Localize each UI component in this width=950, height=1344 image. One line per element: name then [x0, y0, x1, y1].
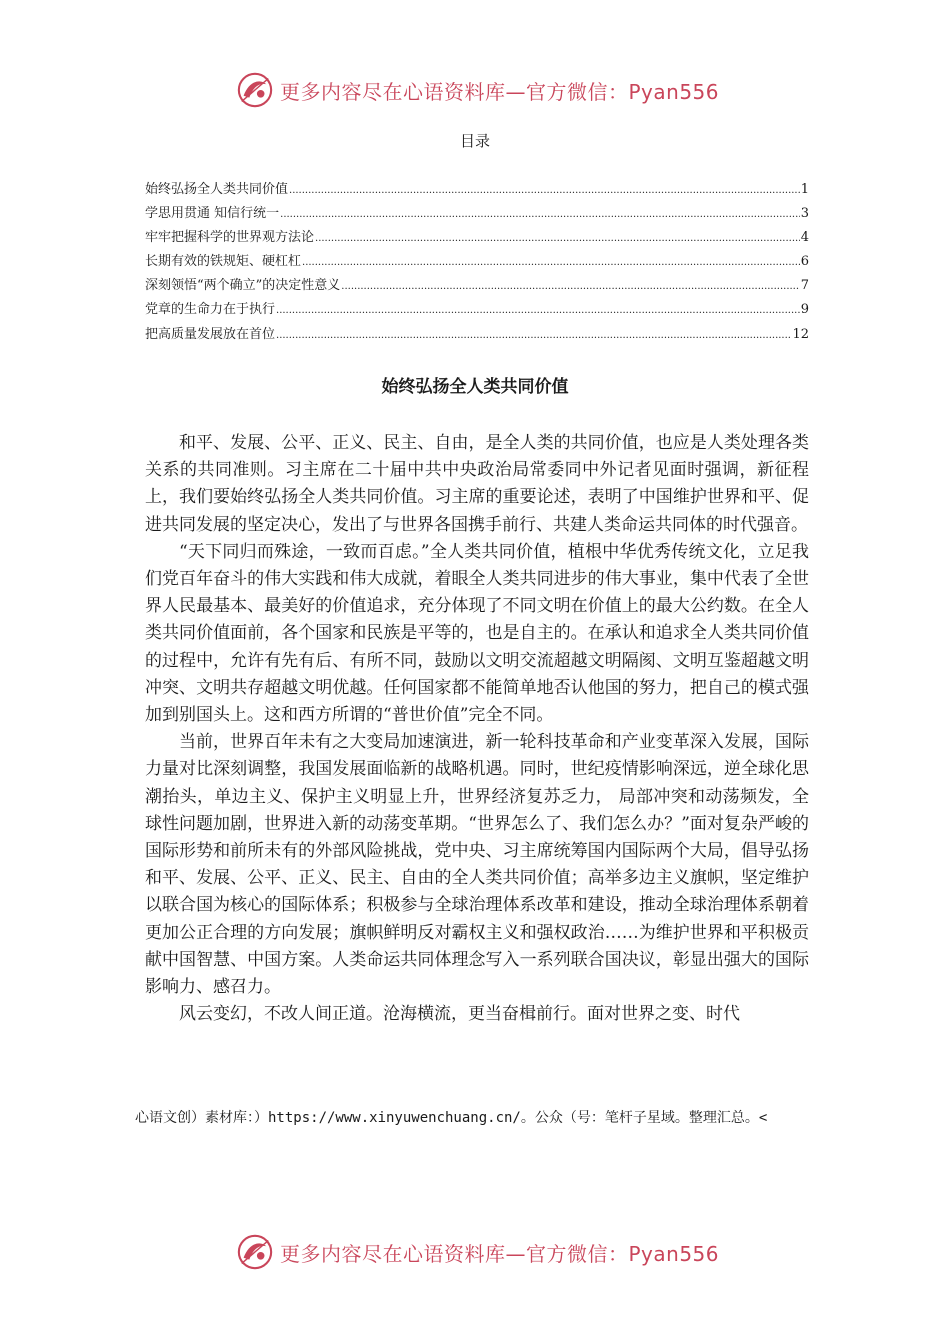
toc-item-label: 深刻领悟“两个确立”的决定性意义	[145, 278, 341, 294]
toc-item-page: 9	[800, 302, 809, 318]
article-title: 始终弘扬全人类共同价值	[381, 377, 569, 397]
paragraph: 风云变幻，不改人间正道。沧海横流，更当奋楫前行。面对世界之变、时代	[179, 1004, 740, 1025]
toc-leader-dots	[302, 257, 800, 268]
toc-item-label: 长期有效的铁规矩、硬杠杠	[145, 254, 302, 270]
toc-item-page: 7	[800, 278, 809, 294]
toc-item[interactable]	[145, 178, 809, 202]
header-watermark-banner	[0, 68, 950, 112]
toc-item[interactable]	[145, 250, 809, 274]
toc-leader-dots	[315, 233, 800, 244]
toc-title: 目录	[459, 132, 490, 150]
logo-icon	[236, 71, 274, 109]
source-footnote: 心语文创）素材库：）https://www.xinyuwenchuang.cn/。公众（号：笔杆子星域。整理汇总。<	[135, 1110, 768, 1126]
watermark-text: 更多内容尽在心语资料库—官方微信：Pyan556	[280, 1241, 720, 1266]
logo-icon	[236, 1233, 274, 1271]
paragraph: 和平、发展、公平、正义、民主、自由，是全人类的共同价值，也应是人类处理各类关系的共同准则。习主席在二十届中共中央政治局常委同中外记者见面时强调，新征程上，我们要始终弘扬全人类共同价值。习主席的重要论述，表明了中国维护世界和平、促进共同发展的坚定决心，发出了与世界各国携手前行、共建人类命运共同体的时代强音。	[145, 433, 809, 535]
toc-item-page: 6	[800, 254, 809, 270]
toc-leader-dots	[289, 185, 800, 196]
toc-item-page: 3	[800, 206, 809, 222]
watermark-text: 更多内容尽在心语资料库—官方微信：Pyan556	[280, 79, 720, 104]
toc-leader-dots	[276, 330, 791, 341]
toc-leader-dots	[341, 281, 799, 292]
toc-item[interactable]	[145, 226, 809, 250]
toc-item-page: 4	[800, 230, 809, 246]
article-body	[145, 430, 809, 1028]
toc-item[interactable]	[145, 202, 809, 226]
toc-item[interactable]	[145, 298, 809, 322]
toc-item-label: 党章的生命力在于执行	[145, 302, 276, 318]
toc-item-label: 牢牢把握科学的世界观方法论	[145, 230, 315, 246]
toc-item-page: 12	[792, 326, 809, 342]
toc-item[interactable]	[145, 274, 809, 298]
toc-item[interactable]	[145, 323, 809, 347]
toc-item-label: 把高质量发展放在首位	[145, 326, 276, 342]
toc-leader-dots	[276, 305, 800, 316]
footer-watermark-banner	[0, 1230, 950, 1274]
toc-leader-dots	[280, 209, 800, 220]
toc-item-page: 1	[800, 182, 809, 197]
paragraph: 当前，世界百年未有之大变局加速演进，新一轮科技革命和产业变革深入发展，国际力量对比深刻调整，我国发展面临新的战略机遇。同时，世纪疫情影响深远，逆全球化思潮抬头，单边主义、保护主义明显上升，世界经济复苏乏力， 局部冲突和动荡频发，全球性问题加剧，世界进入新的动荡变革期。“世界怎么了、我们怎么办？”面对复杂严峻的国际形势和前所未有的外部风险挑战，党中央、习主席统筹国内国际两个大局，倡导弘扬和平、发展、公平、正义、民主、自由的全人类共同价值；高举多边主义旗帜，坚定维护以联合国为核心的国际体系；积极参与全球治理体系改革和建设，推动全球治理体系朝着更加公正合理的方向发展；旗帜鲜明反对霸权主义和强权政治……为维护世界和平积极贡献中国智慧、中国方案。人类命运共同体理念写入一系列联合国决议，彰显出强大的国际影响力、感召力。	[145, 732, 809, 998]
toc-item-label: 学思用贯通 知信行统一	[145, 206, 280, 222]
table-of-contents	[145, 178, 809, 347]
paragraph: “天下同归而殊途，一致而百虑。”全人类共同价值，植根中华优秀传统文化，立足我们党百年奋斗的伟大实践和伟大成就，着眼全人类共同进步的伟大事业，集中代表了全世界人民最基本、最美好的价值追求，充分体现了不同文明在价值上的最大公约数。在全人类共同价值面前，各个国家和民族是平等的，也是自主的。在承认和追求全人类共同价值的过程中，允许有先有后、有所不同，鼓励以文明交流超越文明隔阂、文明互鉴超越文明冲突、文明共存超越文明优越。任何国家都不能简单地否认他国的努力，把自己的模式强加到别国头上。这和西方所谓的“普世价值”完全不同。	[145, 541, 809, 726]
toc-item-label: 始终弘扬全人类共同价值	[145, 182, 289, 197]
